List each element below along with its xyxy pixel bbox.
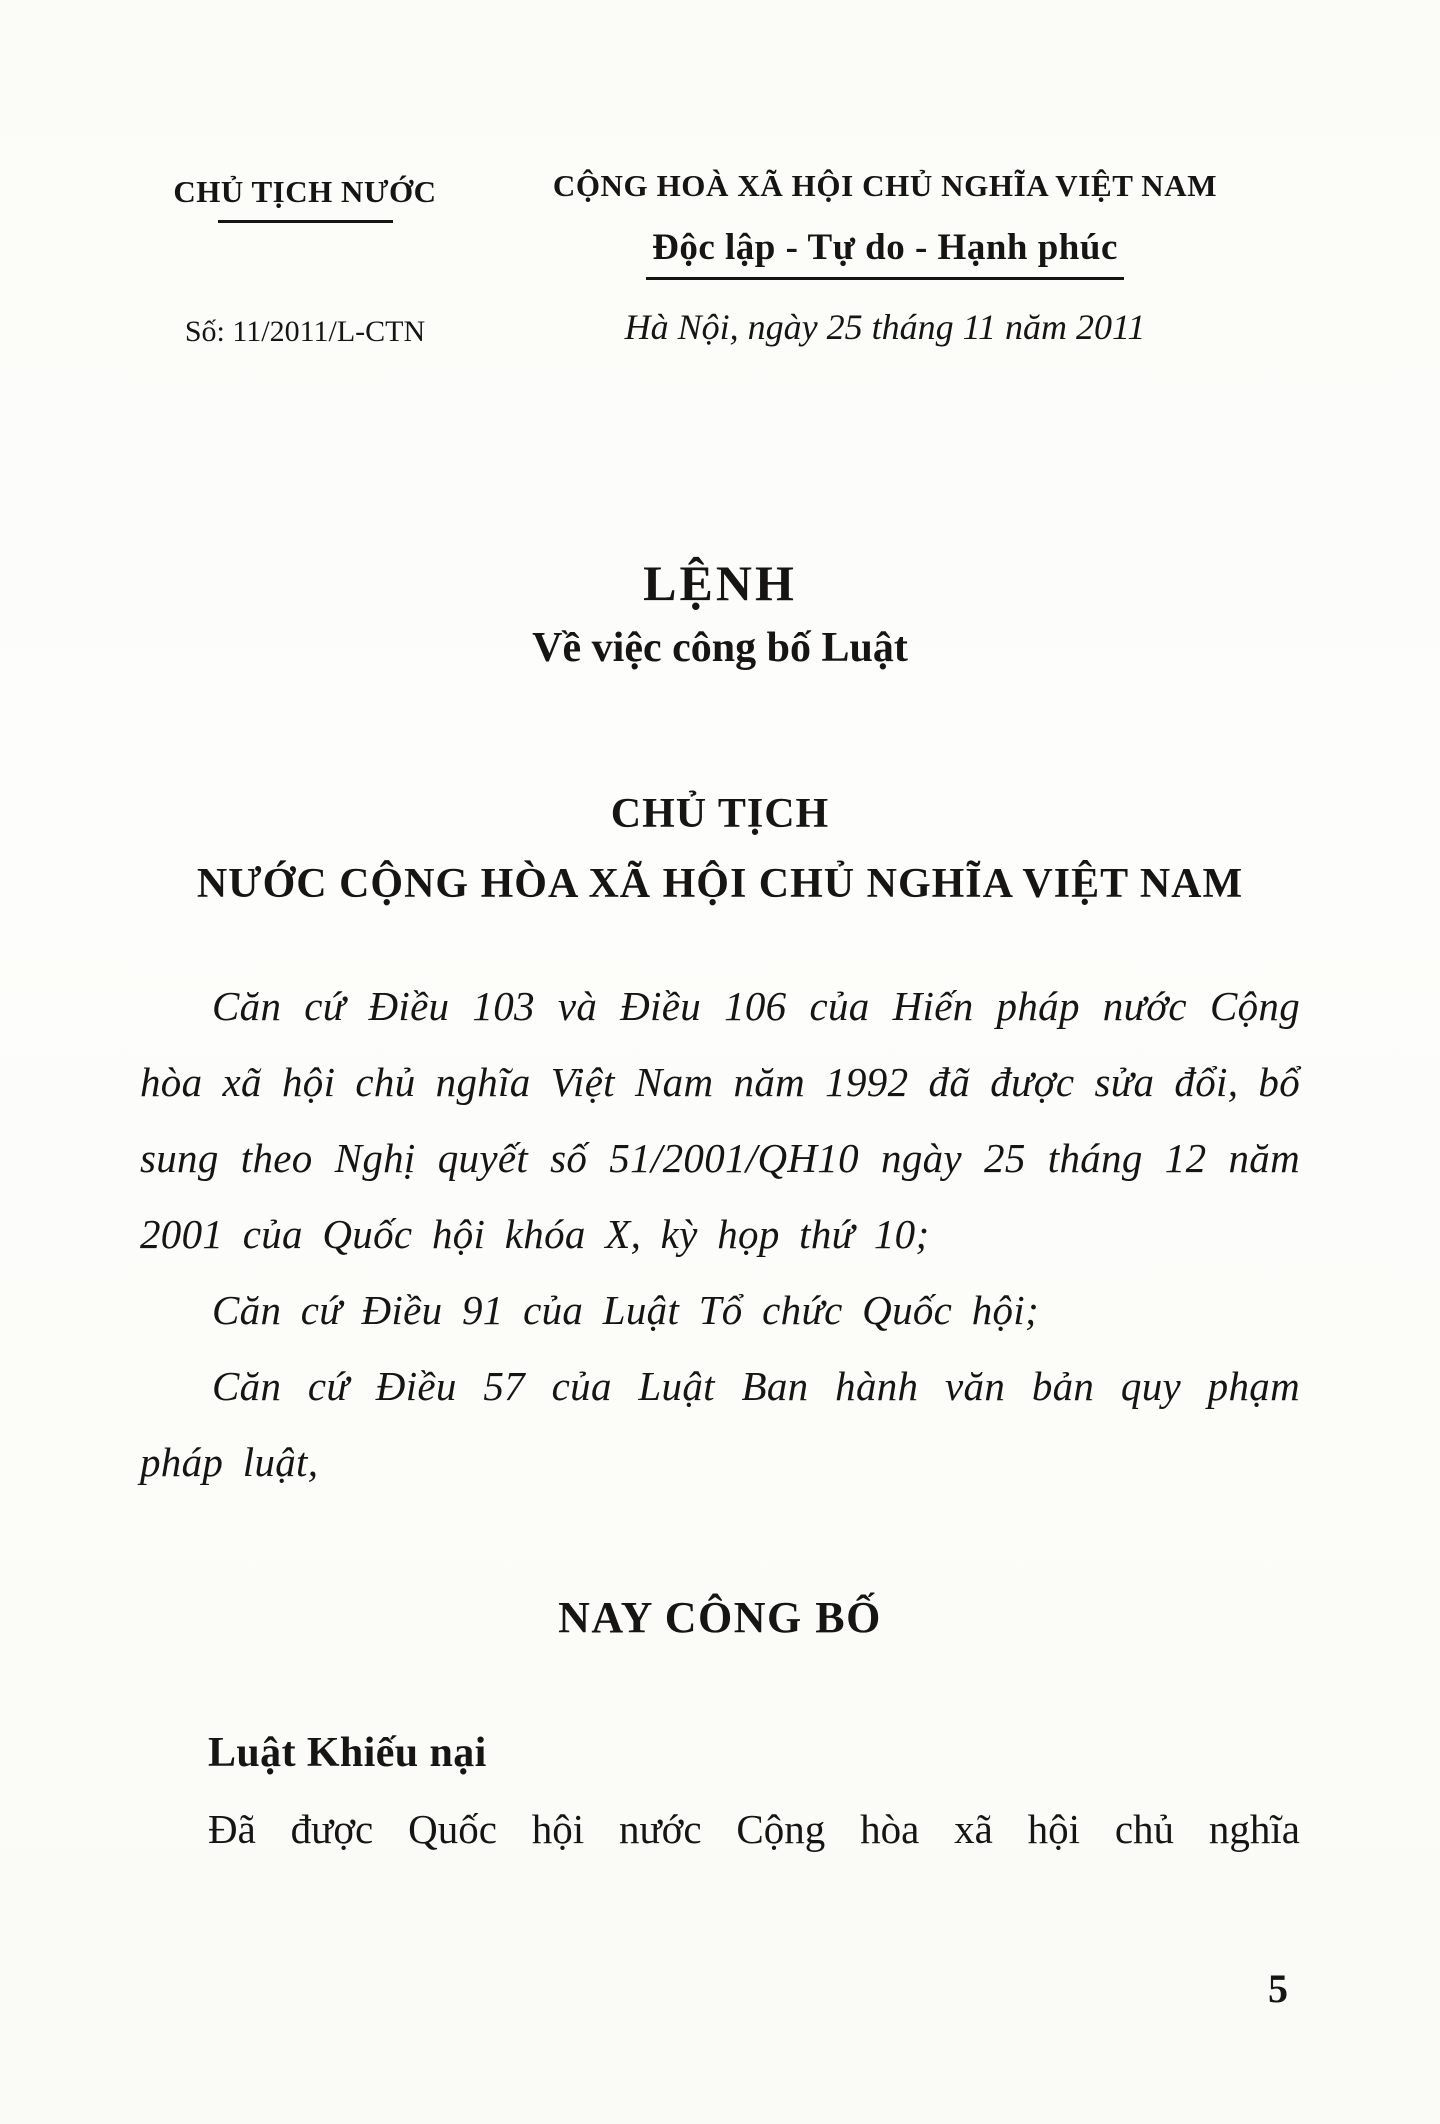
recital-paragraph: Căn cứ Điều 57 của Luật Ban hành văn bản quy phạm pháp luật, xyxy=(140,1363,1300,1485)
announcement-heading: NAY CÔNG BỐ xyxy=(558,1593,882,1642)
header-right-block xyxy=(470,168,1300,348)
place-date-line: Hà Nội, ngày 25 tháng 11 năm 2011 xyxy=(624,307,1146,347)
recitals-section xyxy=(140,968,1300,1500)
authority-line-1: CHỦ TỊCH xyxy=(610,791,830,837)
header-left-block xyxy=(140,168,470,349)
recital-paragraph: Căn cứ Điều 103 và Điều 106 của Hiến pháp nước Cộng hòa xã hội chủ nghĩa Việt Nam năm 1992 đã được sửa đổi, bổ sung theo Nghị quyết số 51/2001/QH10 ngày 25 tháng 12 năm 2001 của Quốc hội khóa X, kỳ họp thứ 10; xyxy=(140,983,1300,1257)
passage-paragraph: Đã được Quốc hội nước Cộng hòa xã hội chủ nghĩa xyxy=(208,1806,1300,1852)
page-number: 5 xyxy=(1268,1966,1288,2011)
national-motto: Độc lập - Tự do - Hạnh phúc xyxy=(646,226,1124,280)
authority-line-2: NƯỚC CỘNG HÒA XÃ HỘI CHỦ NGHĨA VIỆT NAM xyxy=(196,861,1244,907)
motto-wrap xyxy=(470,226,1300,280)
order-subtitle: Về việc công bố Luật xyxy=(532,625,908,671)
law-name: Luật Khiếu nại xyxy=(208,1730,487,1776)
document-body xyxy=(140,554,1300,1867)
issuer-name: CHỦ TỊCH NƯỚC xyxy=(173,174,437,209)
issuer-underline xyxy=(218,220,393,223)
recital-paragraph: Căn cứ Điều 91 của Luật Tổ chức Quốc hội; xyxy=(212,1287,1039,1333)
order-title: LỆNH xyxy=(643,555,797,611)
document-header xyxy=(140,168,1300,349)
document-number: Số: 11/2011/L-CTN xyxy=(184,315,426,348)
national-title: CỘNG HOÀ XÃ HỘI CHỦ NGHĨA VIỆT NAM xyxy=(552,168,1218,203)
